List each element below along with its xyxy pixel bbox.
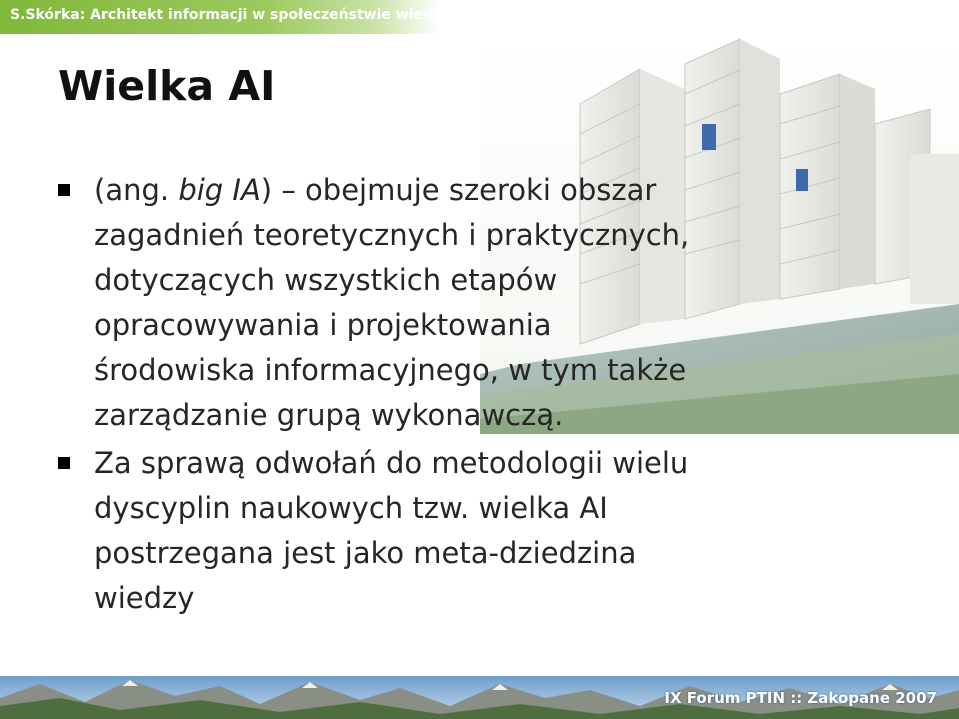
footer-caption: IX Forum PTIN :: Zakopane 2007 <box>664 689 937 707</box>
square-bullet-icon <box>58 184 70 196</box>
bullet-list <box>58 168 818 621</box>
bullet-line: dyscyplin naukowych tzw. wielka AI <box>94 491 608 525</box>
bullet-line: postrzegana jest jako meta-dziedzina <box>94 536 637 570</box>
header-caption: S.Skórka: Architekt informacji w społeczeństwie wiedzy <box>10 7 451 23</box>
bullet-line: Za sprawą odwołań do metodologii wielu <box>94 446 689 480</box>
header-bar <box>0 0 451 34</box>
bullet-item <box>58 168 818 438</box>
bullet-line: zarządzanie grupą wykonawczą. <box>94 398 564 432</box>
bullet-line: dotyczących wszystkich etapów <box>94 263 558 297</box>
bullet-line: wiedzy <box>94 581 195 615</box>
bullet-line: zagadnień teoretycznych i praktycznych, <box>94 218 690 252</box>
slide-title: Wielka AI <box>58 62 276 110</box>
bullet-line: środowiska informacyjnego, w tym także <box>94 353 687 387</box>
italic-term: big IA <box>178 173 261 207</box>
bullet-line: opracowywania i projektowania <box>94 308 552 342</box>
square-bullet-icon <box>58 457 70 469</box>
bullet-item <box>58 441 818 621</box>
bullet-line: (ang. big IA) – obejmuje szeroki obszar <box>94 173 657 207</box>
